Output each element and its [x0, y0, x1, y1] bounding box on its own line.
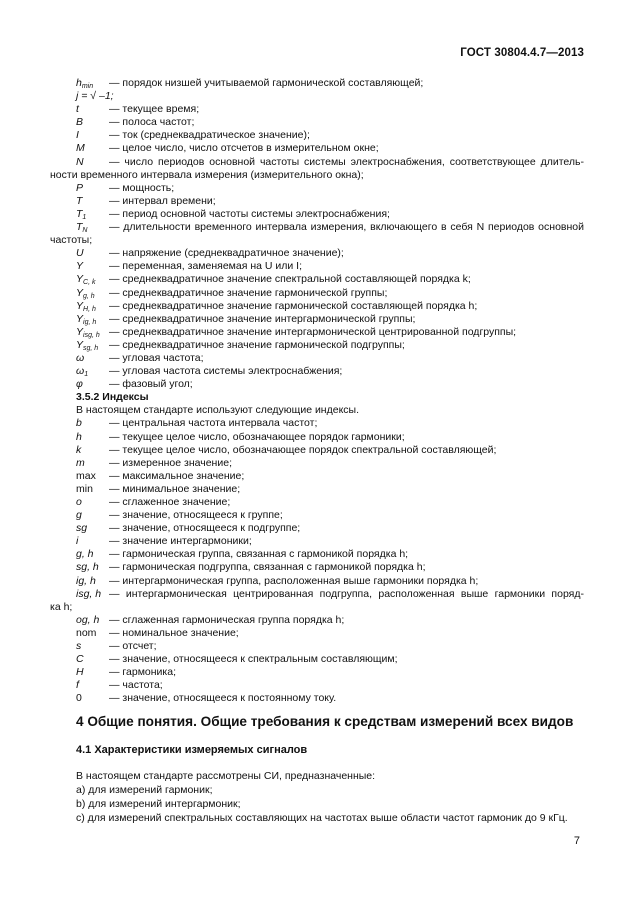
- index-definition: — частота;: [109, 679, 163, 692]
- index-symbol: [76, 417, 82, 430]
- index-definition: — максимальное значение;: [109, 469, 245, 482]
- index-definition: — интергармоническая центрированная подгруппа, расположенная выше гармоники поряд-: [109, 587, 584, 600]
- symbol-item: [50, 142, 585, 155]
- symbol-symbol-text: Y: [76, 260, 84, 273]
- symbol-item: [50, 195, 585, 208]
- index-symbol: [76, 614, 99, 627]
- symbol-item: [50, 273, 585, 286]
- index-symbol: [76, 548, 94, 561]
- symbol-definition-continuation: ности временного интервала измерения (измерительного окна);: [50, 168, 364, 181]
- index-symbol: [76, 444, 81, 457]
- symbol-item: [50, 182, 585, 195]
- index-symbol: [76, 431, 82, 444]
- index-definition: — измеренное значение;: [109, 456, 232, 469]
- symbol-symbol-text: Y: [76, 338, 84, 351]
- index-item: [50, 444, 585, 457]
- section-4-1-item-c: с) для измерений спектральных составляющих на частотах выше области частот гармоник до 9 кГц.: [76, 812, 568, 824]
- symbol-symbol-text: Y: [76, 312, 84, 325]
- index-definition: — значение, относящееся к спектральным составляющим;: [109, 653, 398, 666]
- symbol-symbol-text: Y: [76, 273, 84, 286]
- symbol-item: [50, 116, 585, 129]
- index-definition: — текущее целое число, обозначающее порядок гармоники;: [109, 430, 405, 443]
- page-number: 7: [573, 835, 580, 847]
- symbol-definition: — угловая частота;: [109, 351, 204, 364]
- index-symbol-text: max: [76, 469, 96, 482]
- section-3-5-2-title: 3.5.2 Индексы: [76, 391, 149, 404]
- symbol-symbol-text: t: [76, 103, 79, 116]
- symbol-item: [50, 103, 585, 116]
- symbol-item: [50, 365, 585, 378]
- symbol-definition: — фазовый угол;: [109, 378, 193, 391]
- symbol-symbol-text: N: [76, 155, 84, 168]
- index-symbol-text: o: [76, 496, 82, 508]
- symbol-item: [50, 247, 585, 260]
- symbol-definition: — целое число, число отсчетов в измерительном окне;: [109, 142, 379, 155]
- index-definition: — центральная частота интервала частот;: [109, 417, 318, 430]
- index-symbol-text: i: [76, 535, 79, 548]
- symbol-item: [50, 352, 585, 365]
- symbol-symbol: [76, 352, 84, 365]
- index-symbol-text: f: [76, 679, 79, 692]
- index-definition: — сглаженная гармоническая группа порядка h;: [109, 613, 345, 626]
- symbol-definition: — ток (среднеквадратическое значение);: [109, 129, 310, 142]
- symbol-symbol-text: Y: [76, 286, 84, 299]
- index-definition-continuation: ка h;: [50, 600, 73, 613]
- symbol-item: [50, 77, 585, 90]
- index-symbol-text: isg, h: [76, 587, 102, 600]
- indices-list: [50, 417, 585, 705]
- index-symbol-text: ig, h: [76, 574, 96, 587]
- index-symbol-text: H: [76, 666, 84, 679]
- index-item: [50, 457, 585, 470]
- symbol-definition: — мощность;: [109, 181, 175, 194]
- symbol-item: [50, 313, 585, 326]
- index-symbol-text: sg, h: [76, 561, 99, 574]
- index-item: [50, 522, 585, 535]
- index-item: [50, 417, 585, 430]
- symbol-item: [50, 287, 585, 300]
- symbol-item: [50, 378, 585, 391]
- index-symbol: [76, 522, 87, 535]
- symbol-item: [50, 260, 585, 273]
- index-definition: — номинальное значение;: [109, 626, 239, 639]
- index-symbol-text: g: [76, 509, 82, 522]
- symbol-item: [50, 326, 585, 339]
- index-symbol: [76, 457, 85, 470]
- symbol-subscript: 1: [84, 371, 89, 379]
- symbol-subscript: 1: [82, 213, 87, 221]
- symbol-symbol-text: M: [76, 142, 85, 155]
- symbol-symbol-text: ω: [76, 365, 85, 378]
- index-item: [50, 653, 585, 666]
- index-definition: — значение интергармоники;: [109, 535, 252, 548]
- symbol-item: [50, 300, 585, 313]
- section-4-1-intro: В настоящем стандарте рассмотрены СИ, предназначенные:: [76, 770, 376, 782]
- index-item: [50, 561, 585, 574]
- symbol-symbol-text: j = √ –1;: [76, 90, 114, 103]
- index-symbol-text: C: [76, 653, 84, 666]
- symbol-symbol: [76, 156, 84, 169]
- index-item: [50, 509, 585, 522]
- section-4-1-heading: 4.1 Характеристики измеряемых сигналов: [76, 744, 308, 756]
- index-item: [50, 483, 585, 496]
- symbol-symbol-text: P: [76, 181, 84, 194]
- symbol-definition: — переменная, заменяемая на U или I;: [109, 260, 302, 273]
- symbol-item: [50, 208, 585, 221]
- index-definition: — значение, относящееся к постоянному току.: [109, 692, 337, 705]
- symbol-symbol-text: U: [76, 247, 84, 260]
- symbol-item: [50, 221, 585, 234]
- index-item: [50, 575, 585, 588]
- symbol-definition: — порядок низшей учитываемой гармонической составляющей;: [109, 77, 424, 89]
- section-3-5-2-intro: В настоящем стандарте используют следующие индексы.: [76, 404, 360, 417]
- symbol-subscript: C, k: [83, 279, 96, 287]
- index-definition: — минимальное значение;: [109, 482, 241, 495]
- symbol-subscript: min: [81, 83, 94, 90]
- symbol-subscript: sg, h: [83, 344, 99, 352]
- index-symbol-text: min: [76, 482, 93, 495]
- index-symbol-text: m: [76, 456, 85, 469]
- index-symbol: [76, 483, 93, 496]
- symbol-symbol-text: I: [76, 129, 79, 142]
- index-symbol: [76, 692, 82, 705]
- symbol-symbol-text: ω: [76, 351, 85, 364]
- symbol-symbol-text: B: [76, 116, 84, 129]
- symbol-symbol: [76, 378, 83, 391]
- symbol-symbol: [76, 182, 83, 195]
- index-definition: — текущее целое число, обозначающее порядок спектральной составляющей;: [109, 443, 497, 456]
- symbol-symbol-text: Y: [76, 299, 84, 312]
- symbol-item: [50, 90, 585, 103]
- symbol-definition-continuation: частоты;: [50, 234, 93, 247]
- symbol-item: [50, 156, 585, 169]
- symbol-symbol: [76, 142, 85, 155]
- symbol-definition: — напряжение (среднеквадратичное значение);: [109, 247, 344, 260]
- index-definition: — гармоническая группа, связанная с гармоникой порядка h;: [109, 548, 409, 561]
- index-symbol: [76, 496, 82, 509]
- symbol-symbol-text: T: [76, 221, 83, 234]
- index-symbol: [76, 653, 84, 666]
- index-symbol-text: b: [76, 417, 82, 430]
- symbol-subscript: isg, h: [83, 331, 100, 339]
- symbol-definition: — число периодов основной частоты системы электроснабжения, соответствующее длитель-: [109, 155, 584, 168]
- index-definition: — отсчет;: [109, 640, 157, 653]
- index-item: [50, 627, 585, 640]
- symbol-subscript: N: [82, 227, 88, 235]
- index-item: [50, 548, 585, 561]
- symbols-list: [50, 77, 585, 391]
- index-definition: — значение, относящееся к подгруппе;: [109, 522, 301, 535]
- symbol-symbol-text: T: [76, 207, 83, 220]
- symbol-definition: — полоса частот;: [109, 116, 195, 129]
- symbol-definition: — интервал времени;: [109, 194, 216, 207]
- index-item: [50, 640, 585, 653]
- symbol-definition: — среднеквадратичное значение интергармонической группы;: [109, 312, 416, 325]
- symbol-symbol-text: h: [76, 77, 82, 89]
- index-symbol-text: 0: [76, 692, 82, 705]
- index-symbol: [76, 575, 96, 588]
- index-symbol: [76, 561, 99, 574]
- index-symbol: [76, 666, 84, 679]
- symbol-symbol-text: T: [76, 194, 83, 207]
- symbol-symbol-text: Y: [76, 325, 84, 338]
- index-item: [50, 588, 585, 601]
- index-item: [50, 614, 585, 627]
- index-symbol: [76, 627, 96, 640]
- symbol-definition: — среднеквадратичное значение спектральной составляющей порядка k;: [109, 273, 471, 286]
- index-symbol: [76, 509, 82, 522]
- symbol-subscript: g, h: [83, 292, 95, 300]
- index-symbol-text: og, h: [76, 613, 100, 626]
- index-definition: — сглаженное значение;: [109, 496, 231, 508]
- index-definition: — гармоника;: [109, 666, 176, 679]
- symbol-symbol: [76, 103, 79, 116]
- index-symbol: [76, 470, 96, 483]
- symbol-definition: — среднеквадратичное значение гармонической подгруппы;: [109, 338, 405, 351]
- symbol-symbol: [76, 129, 79, 142]
- symbol-definition: — длительности временного интервала измерения, включающего в себя N периодов основной: [109, 221, 584, 234]
- symbol-subscript: H, h: [83, 305, 96, 313]
- section-4-1-item-b: b) для измерений интергармоник;: [76, 798, 241, 810]
- symbol-symbol: [76, 260, 83, 273]
- index-definition: — гармоническая подгруппа, связанная с гармоникой порядка h;: [109, 561, 426, 574]
- index-symbol: [76, 640, 81, 653]
- index-symbol: [76, 588, 101, 601]
- index-symbol-text: h: [76, 430, 82, 443]
- symbol-definition: — угловая частота системы электроснабжения;: [109, 365, 343, 378]
- symbol-definition: — текущее время;: [109, 103, 200, 116]
- index-item: [50, 666, 585, 679]
- symbol-symbol-text: φ: [76, 378, 83, 391]
- symbol-item: [50, 339, 585, 352]
- symbol-subscript: ig, h: [83, 318, 97, 326]
- section-4-heading: 4 Общие понятия. Общие требования к средствам измерений всех видов: [76, 714, 574, 729]
- symbol-definition: — среднеквадратичное значение интергармонической центрированной подгруппы;: [109, 325, 517, 338]
- index-symbol-text: g, h: [76, 548, 94, 561]
- index-symbol-text: k: [76, 443, 82, 456]
- document-header: ГОСТ 30804.4.7—2013: [460, 47, 584, 59]
- symbol-item: [50, 129, 585, 142]
- index-definition: — значение, относящееся к группе;: [109, 509, 283, 522]
- document-body: [50, 77, 585, 706]
- section-4-1-item-a: а) для измерений гармоник;: [76, 784, 213, 796]
- index-symbol: [76, 535, 78, 548]
- symbol-symbol: [76, 195, 82, 208]
- index-item: [50, 679, 585, 692]
- index-definition: — интергармоническая группа, расположенная выше гармоники порядка h;: [109, 574, 479, 587]
- symbol-symbol: [76, 116, 83, 129]
- symbol-definition: — среднеквадратичное значение гармонической составляющей порядка h;: [109, 299, 478, 312]
- index-item: [50, 535, 585, 548]
- symbol-symbol: [76, 90, 114, 103]
- index-item: [50, 692, 585, 705]
- symbol-definition: — среднеквадратичное значение гармонической группы;: [109, 286, 388, 299]
- index-item: [50, 470, 585, 483]
- index-symbol-text: nom: [76, 626, 97, 639]
- index-symbol: [76, 679, 79, 692]
- index-item: [50, 496, 585, 509]
- index-symbol-text: sg: [76, 522, 88, 535]
- index-item: [50, 431, 585, 444]
- symbol-definition: — период основной частоты системы электроснабжения;: [109, 207, 390, 220]
- symbol-symbol: [76, 247, 84, 260]
- index-symbol-text: s: [76, 640, 82, 653]
